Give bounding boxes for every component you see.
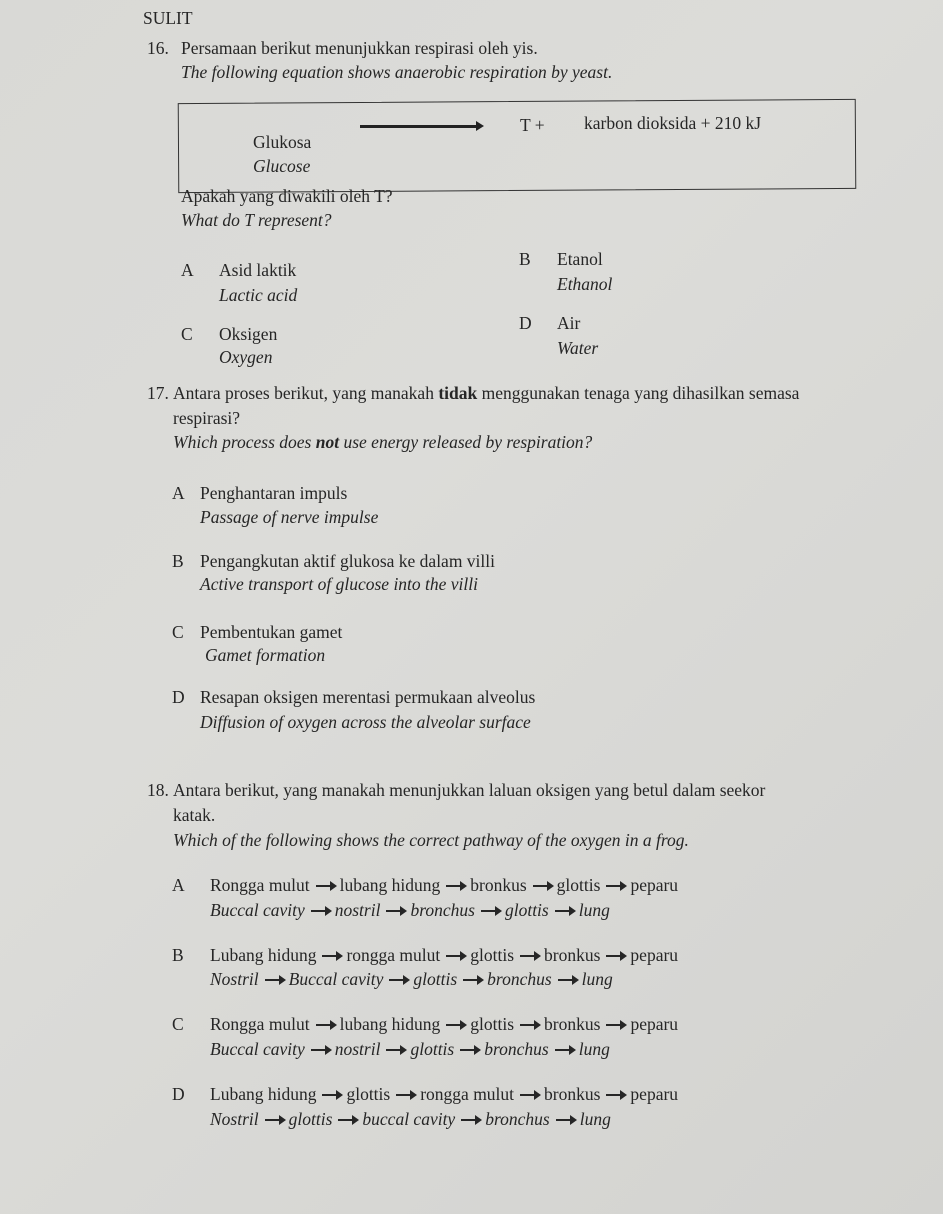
pathway-term: Lubang hidung — [210, 945, 317, 965]
arrow-right-icon — [555, 1049, 573, 1051]
arrow-right-icon — [606, 885, 624, 887]
option-letter: C — [172, 622, 184, 642]
pathway-term: lubang hidung — [339, 1014, 441, 1034]
pathway-term: Rongga mulut — [210, 875, 310, 895]
option-letter: C — [172, 1014, 184, 1034]
q16-number: 16. — [147, 38, 169, 58]
option-text-ms: Penghantaran impuls — [200, 483, 348, 503]
option-letter: B — [172, 551, 184, 571]
arrow-right-icon — [322, 955, 340, 957]
q17-stem-en — [173, 434, 592, 452]
q18-stem-ms-line1: Antara berikut, yang manakah menunjukkan laluan oksigen yang betul dalam seekor — [173, 780, 766, 800]
option-text-en: Passage of nerve impulse — [200, 507, 379, 527]
option-text-en: Water — [557, 338, 599, 358]
option-text-ms: Pembentukan gamet — [200, 622, 343, 642]
pathway-term: glottis — [346, 1084, 391, 1104]
arrow-right-icon — [311, 910, 329, 912]
option-letter: B — [172, 945, 184, 965]
pathway-term: nostril — [334, 1039, 381, 1059]
emphasis: tidak — [438, 383, 478, 403]
emphasis: not — [315, 432, 340, 452]
text: menggunakan tenaga yang dihasilkan semasa — [477, 383, 800, 403]
equation-product-t: T + — [520, 115, 545, 135]
option-text-ms: Air — [557, 313, 581, 333]
pathway-term: lung — [579, 1109, 611, 1129]
option-letter: D — [519, 313, 532, 333]
arrow-right-icon — [460, 1049, 478, 1051]
pathway-term: Rongga mulut — [210, 1014, 310, 1034]
pathway-term: peparu — [630, 875, 679, 895]
arrow-right-icon — [520, 1024, 538, 1026]
pathway-en — [210, 1111, 611, 1129]
pathway-term: glottis — [288, 1109, 333, 1129]
arrow-right-icon — [446, 885, 464, 887]
pathway-ms — [210, 1016, 678, 1034]
option-letter: D — [172, 687, 185, 707]
option-letter: A — [181, 260, 194, 280]
pathway-term: bronchus — [485, 1109, 550, 1129]
arrow-right-icon — [533, 885, 551, 887]
arrow-right-icon — [558, 979, 576, 981]
pathway-term: Nostril — [210, 969, 259, 989]
text: use energy released by respiration? — [339, 432, 593, 452]
pathway-term: bronkus — [544, 945, 601, 965]
pathway-term: Nostril — [210, 1109, 259, 1129]
q18-stem-en: Which of the following shows the correct pathway of the oxygen in a frog. — [173, 830, 689, 850]
q17-stem-ms-line2: respirasi? — [173, 408, 241, 428]
q17-number: 17. — [147, 383, 169, 403]
equation-reactant-ms: Glukosa — [253, 132, 312, 152]
option-letter: D — [172, 1084, 185, 1104]
option-letter: B — [519, 249, 531, 269]
header-sulit: SULIT — [143, 8, 193, 28]
text: Antara proses berikut, yang manakah — [173, 383, 439, 403]
pathway-ms — [210, 1086, 678, 1104]
option-text-ms: Asid laktik — [219, 260, 297, 280]
pathway-term: rongga mulut — [420, 1084, 515, 1104]
pathway-en — [210, 971, 613, 989]
arrow-right-icon — [461, 1119, 479, 1121]
option-text-en: Diffusion of oxygen across the alveolar surface — [200, 712, 531, 732]
arrow-right-icon — [520, 955, 538, 957]
pathway-term: peparu — [630, 945, 679, 965]
arrow-right-icon — [338, 1119, 356, 1121]
pathway-term: bronchus — [487, 969, 552, 989]
option-text-en: Oxygen — [219, 347, 273, 367]
arrow-right-icon — [481, 910, 499, 912]
arrow-right-icon — [463, 979, 481, 981]
pathway-term: bronchus — [484, 1039, 549, 1059]
option-text-en: Gamet formation — [205, 645, 326, 665]
pathway-term: Buccal cavity — [210, 900, 305, 920]
arrow-right-icon — [322, 1094, 340, 1096]
pathway-term: peparu — [630, 1014, 679, 1034]
pathway-en — [210, 1041, 610, 1059]
arrow-right-icon — [606, 955, 624, 957]
pathway-term: peparu — [630, 1084, 679, 1104]
pathway-term: lubang hidung — [339, 875, 441, 895]
q16-question-ms: Apakah yang diwakili oleh T? — [181, 186, 393, 206]
pathway-term: bronchus — [410, 900, 475, 920]
arrow-right-icon — [606, 1094, 624, 1096]
option-letter: A — [172, 483, 185, 503]
pathway-term: glottis — [413, 969, 458, 989]
option-text-ms: Pengangkutan aktif glukosa ke dalam villi — [200, 551, 496, 571]
q18-stem-ms-line2: katak. — [173, 805, 216, 825]
arrow-right-icon — [386, 1049, 404, 1051]
pathway-term: Buccal cavity — [288, 969, 384, 989]
pathway-term: glottis — [470, 945, 515, 965]
pathway-term: glottis — [504, 900, 549, 920]
equation-reactant-en: Glucose — [253, 156, 311, 176]
option-text-en: Ethanol — [557, 274, 613, 294]
arrow-right-icon — [311, 1049, 329, 1051]
q16-stem-en: The following equation shows anaerobic respiration by yeast. — [181, 62, 613, 82]
arrow-right-icon — [555, 910, 573, 912]
arrow-right-icon — [446, 1024, 464, 1026]
arrow-right-icon — [556, 1119, 574, 1121]
option-text-en: Active transport of glucose into the villi — [200, 574, 479, 594]
pathway-term: glottis — [470, 1014, 515, 1034]
arrow-right-icon — [316, 885, 334, 887]
arrow-right-icon — [265, 979, 283, 981]
pathway-term: nostril — [334, 900, 381, 920]
pathway-term: glottis — [410, 1039, 455, 1059]
pathway-term: Buccal cavity — [210, 1039, 305, 1059]
option-text-ms: Resapan oksigen merentasi permukaan alveolus — [200, 687, 536, 707]
pathway-ms — [210, 947, 678, 965]
pathway-term: lung — [578, 900, 610, 920]
arrow-right-icon — [386, 910, 404, 912]
arrow-right-icon — [389, 979, 407, 981]
pathway-term: bronkus — [544, 1014, 601, 1034]
arrow-right-icon — [316, 1024, 334, 1026]
text: Which process does — [173, 432, 316, 452]
pathway-term: bronkus — [470, 875, 527, 895]
pathway-term: Lubang hidung — [210, 1084, 317, 1104]
pathway-term: buccal cavity — [362, 1109, 456, 1129]
arrow-right-icon — [520, 1094, 538, 1096]
pathway-term: glottis — [556, 875, 601, 895]
q18-number: 18. — [147, 780, 169, 800]
equation-product-rest: karbon dioksida + 210 kJ — [584, 113, 762, 133]
arrow-right-icon — [265, 1119, 283, 1121]
q16-question-en: What do T represent? — [181, 210, 332, 230]
option-text-ms: Oksigen — [219, 324, 278, 344]
q16-stem-ms: Persamaan berikut menunjukkan respirasi oleh yis. — [181, 38, 538, 58]
pathway-term: lung — [581, 969, 613, 989]
option-text-en: Lactic acid — [219, 285, 298, 305]
pathway-term: bronkus — [544, 1084, 601, 1104]
pathway-en — [210, 902, 610, 920]
arrow-right-icon — [446, 955, 464, 957]
pathway-ms — [210, 877, 678, 895]
arrow-right-icon — [606, 1024, 624, 1026]
pathway-term: lung — [578, 1039, 610, 1059]
reaction-arrow-icon — [360, 125, 478, 128]
option-letter: A — [172, 875, 185, 895]
q17-stem-ms-line1 — [173, 385, 799, 403]
arrow-right-icon — [396, 1094, 414, 1096]
option-letter: C — [181, 324, 193, 344]
option-text-ms: Etanol — [557, 249, 603, 269]
pathway-term: rongga mulut — [346, 945, 441, 965]
